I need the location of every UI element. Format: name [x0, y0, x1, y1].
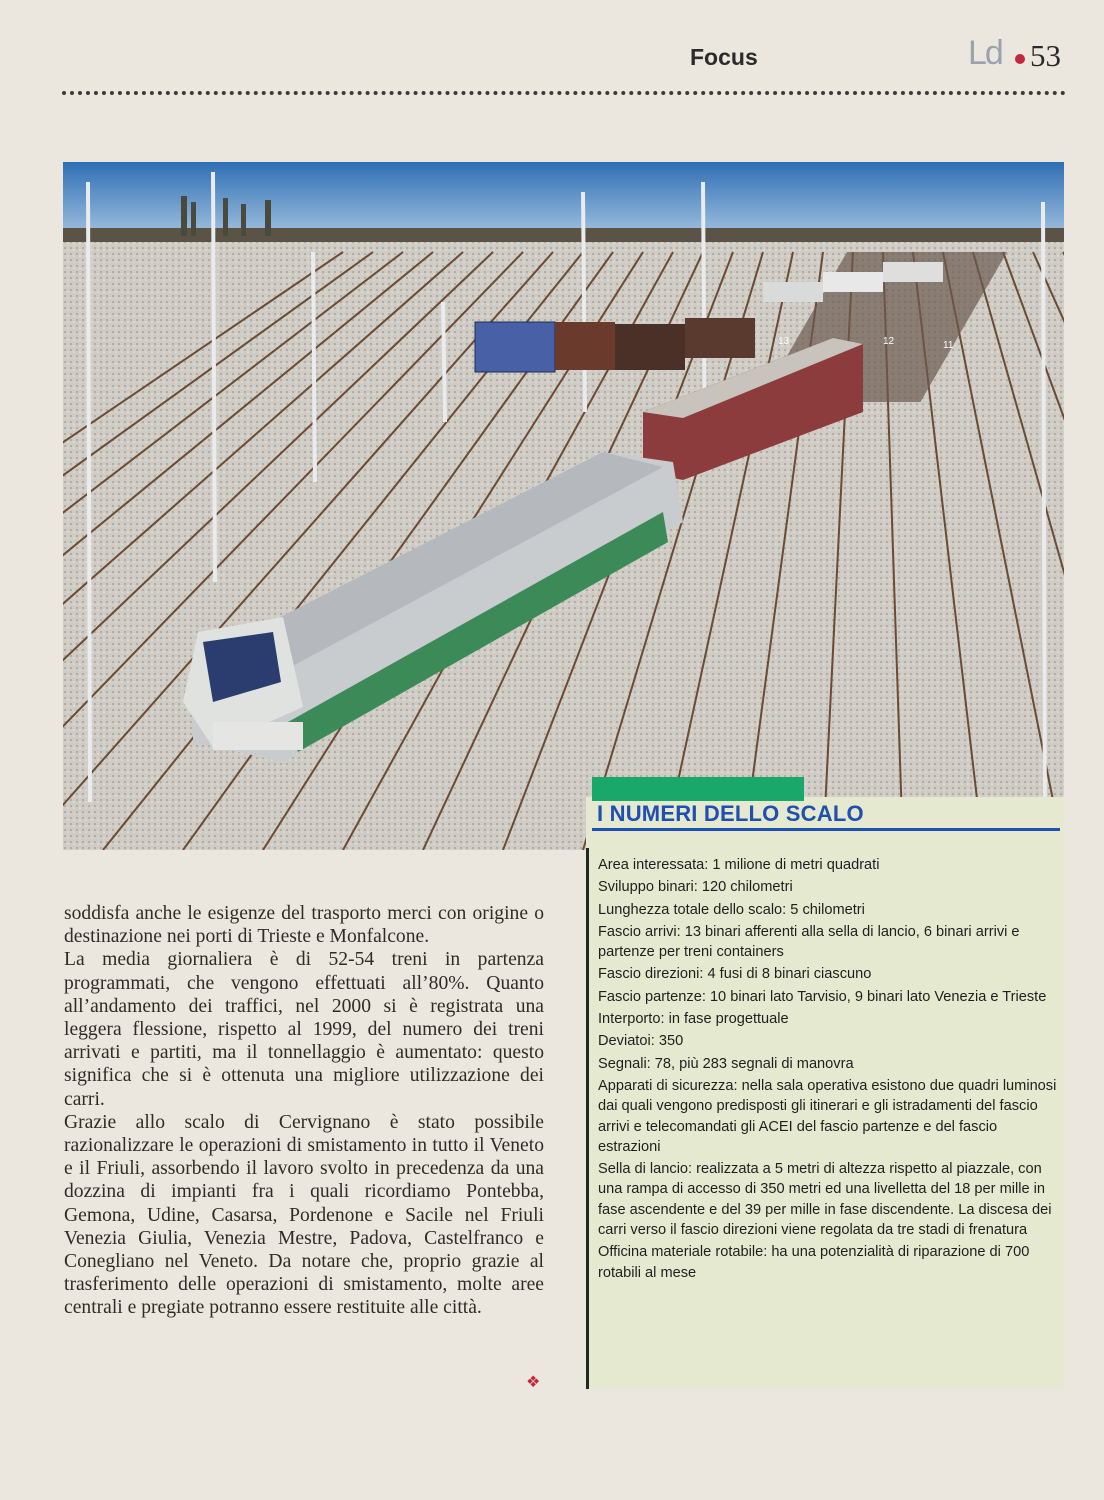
stats-item: Segnali: 78, più 283 segnali di manovra — [598, 1055, 854, 1072]
article-paragraph: soddisfa anche le esigenze del trasporto merci con origine o destinazione nei porti di Trieste e Monfalcone. — [64, 903, 544, 948]
stats-box-tab — [592, 777, 804, 801]
stats-box-title: I NUMERI DELLO SCALO — [597, 801, 864, 826]
section-label: Focus — [690, 44, 758, 70]
article-paragraph: Grazie allo scalo di Cervignano è stato possibile razionalizzare le operazioni di smistamento in tutto il Veneto e il Friuli, assorbendo il lavoro svolto in precedenza da una dozzina di impianti fra i quali ricordiamo Pontebba, Gemona, Udine, Casarsa, Pordenone e Sacile nel Friuli Venezia Giulia, Venezia Mestre, Padova, Castelfranco e Conegliano nel Veneto. Da notare che, proprio grazie al trasferimento delle operazioni di smistamento, molte aree centrali e pregiate potranno essere restituite alle città. — [64, 1111, 544, 1319]
catenary-pole — [88, 182, 90, 802]
page-number: 53 — [1030, 38, 1061, 73]
stats-item: Area interessata: 1 milione di metri quadrati — [598, 857, 880, 873]
rail-yard-illustration — [63, 162, 1064, 850]
stats-box-rule — [592, 828, 1060, 831]
article-paragraph: La media giornaliera è di 52-54 treni in partenza programmati, che vengono effettuati all’80%. Quanto all’andamento dei traffici, nel 2000 si è registrata una leggera flessione, rispetto al 1999, del numero dei treni arrivati e partiti, ma il tonnellaggio è aumentato: questo significa che si è ottenuta una migliore utilizzazione dei carri. — [64, 949, 544, 1110]
car-number-13: 13 — [778, 336, 790, 347]
magazine-logo: Ld — [968, 34, 1002, 72]
catenary-pole — [313, 252, 315, 482]
stats-item: Sella di lancio: realizzata a 5 metri di altezza rispetto al piazzale, con una rampa di accesso di 350 metri ed una livelletta del 18 per mille in fase ascendente e del 39 per mille in fase discendente. La discesa dei carri verso il fascio direzioni viene regolata da tre stadi di frenatura — [598, 1161, 1052, 1239]
catenary-pole — [1043, 202, 1045, 850]
stats-item: Fascio partenze: 10 binari lato Tarvisio, 9 binari lato Venezia e Trieste — [598, 988, 1047, 1005]
end-mark-icon: ❖ — [526, 1374, 541, 1391]
rail-yard-photo — [63, 162, 1064, 850]
catenary-pole — [443, 302, 445, 422]
stats-box-edge — [586, 848, 589, 1389]
stats-item: Officina materiale rotabile: ha una potenzialità di riparazione di 700 rotabili al mese — [598, 1244, 1030, 1281]
stats-item: Deviatoi: 350 — [598, 1033, 684, 1050]
catenary-pole — [583, 192, 585, 412]
stats-item: Apparati di sicurezza: nella sala operativa esistono due quadri luminosi dai quali vengono predisposti gli itinerari e gli istradamenti del fascio arrivi e telecomandati gli ACEI del fascio partenze e del fascio estrazioni — [598, 1077, 1057, 1155]
car-number-11: 11 — [943, 340, 954, 351]
stats-item: Interporto: in fase progettuale — [598, 1011, 789, 1028]
article-body — [64, 902, 544, 1320]
stats-item: Lunghezza totale dello scalo: 5 chilometri — [598, 901, 865, 918]
stats-item: Fascio arrivi: 13 binari afferenti alla sella di lancio, 6 binari arrivi e partenze per treni containers — [598, 923, 1020, 961]
catenary-pole — [213, 172, 215, 582]
car-number-12: 12 — [883, 336, 895, 347]
stats-item: Fascio direzioni: 4 fusi di 8 binari ciascuno — [598, 966, 872, 983]
stats-item: Sviluppo binari: 120 chilometri — [598, 879, 793, 896]
stats-list — [598, 855, 1058, 1285]
header-bullet-icon — [1015, 54, 1025, 64]
header-divider — [62, 91, 1066, 95]
